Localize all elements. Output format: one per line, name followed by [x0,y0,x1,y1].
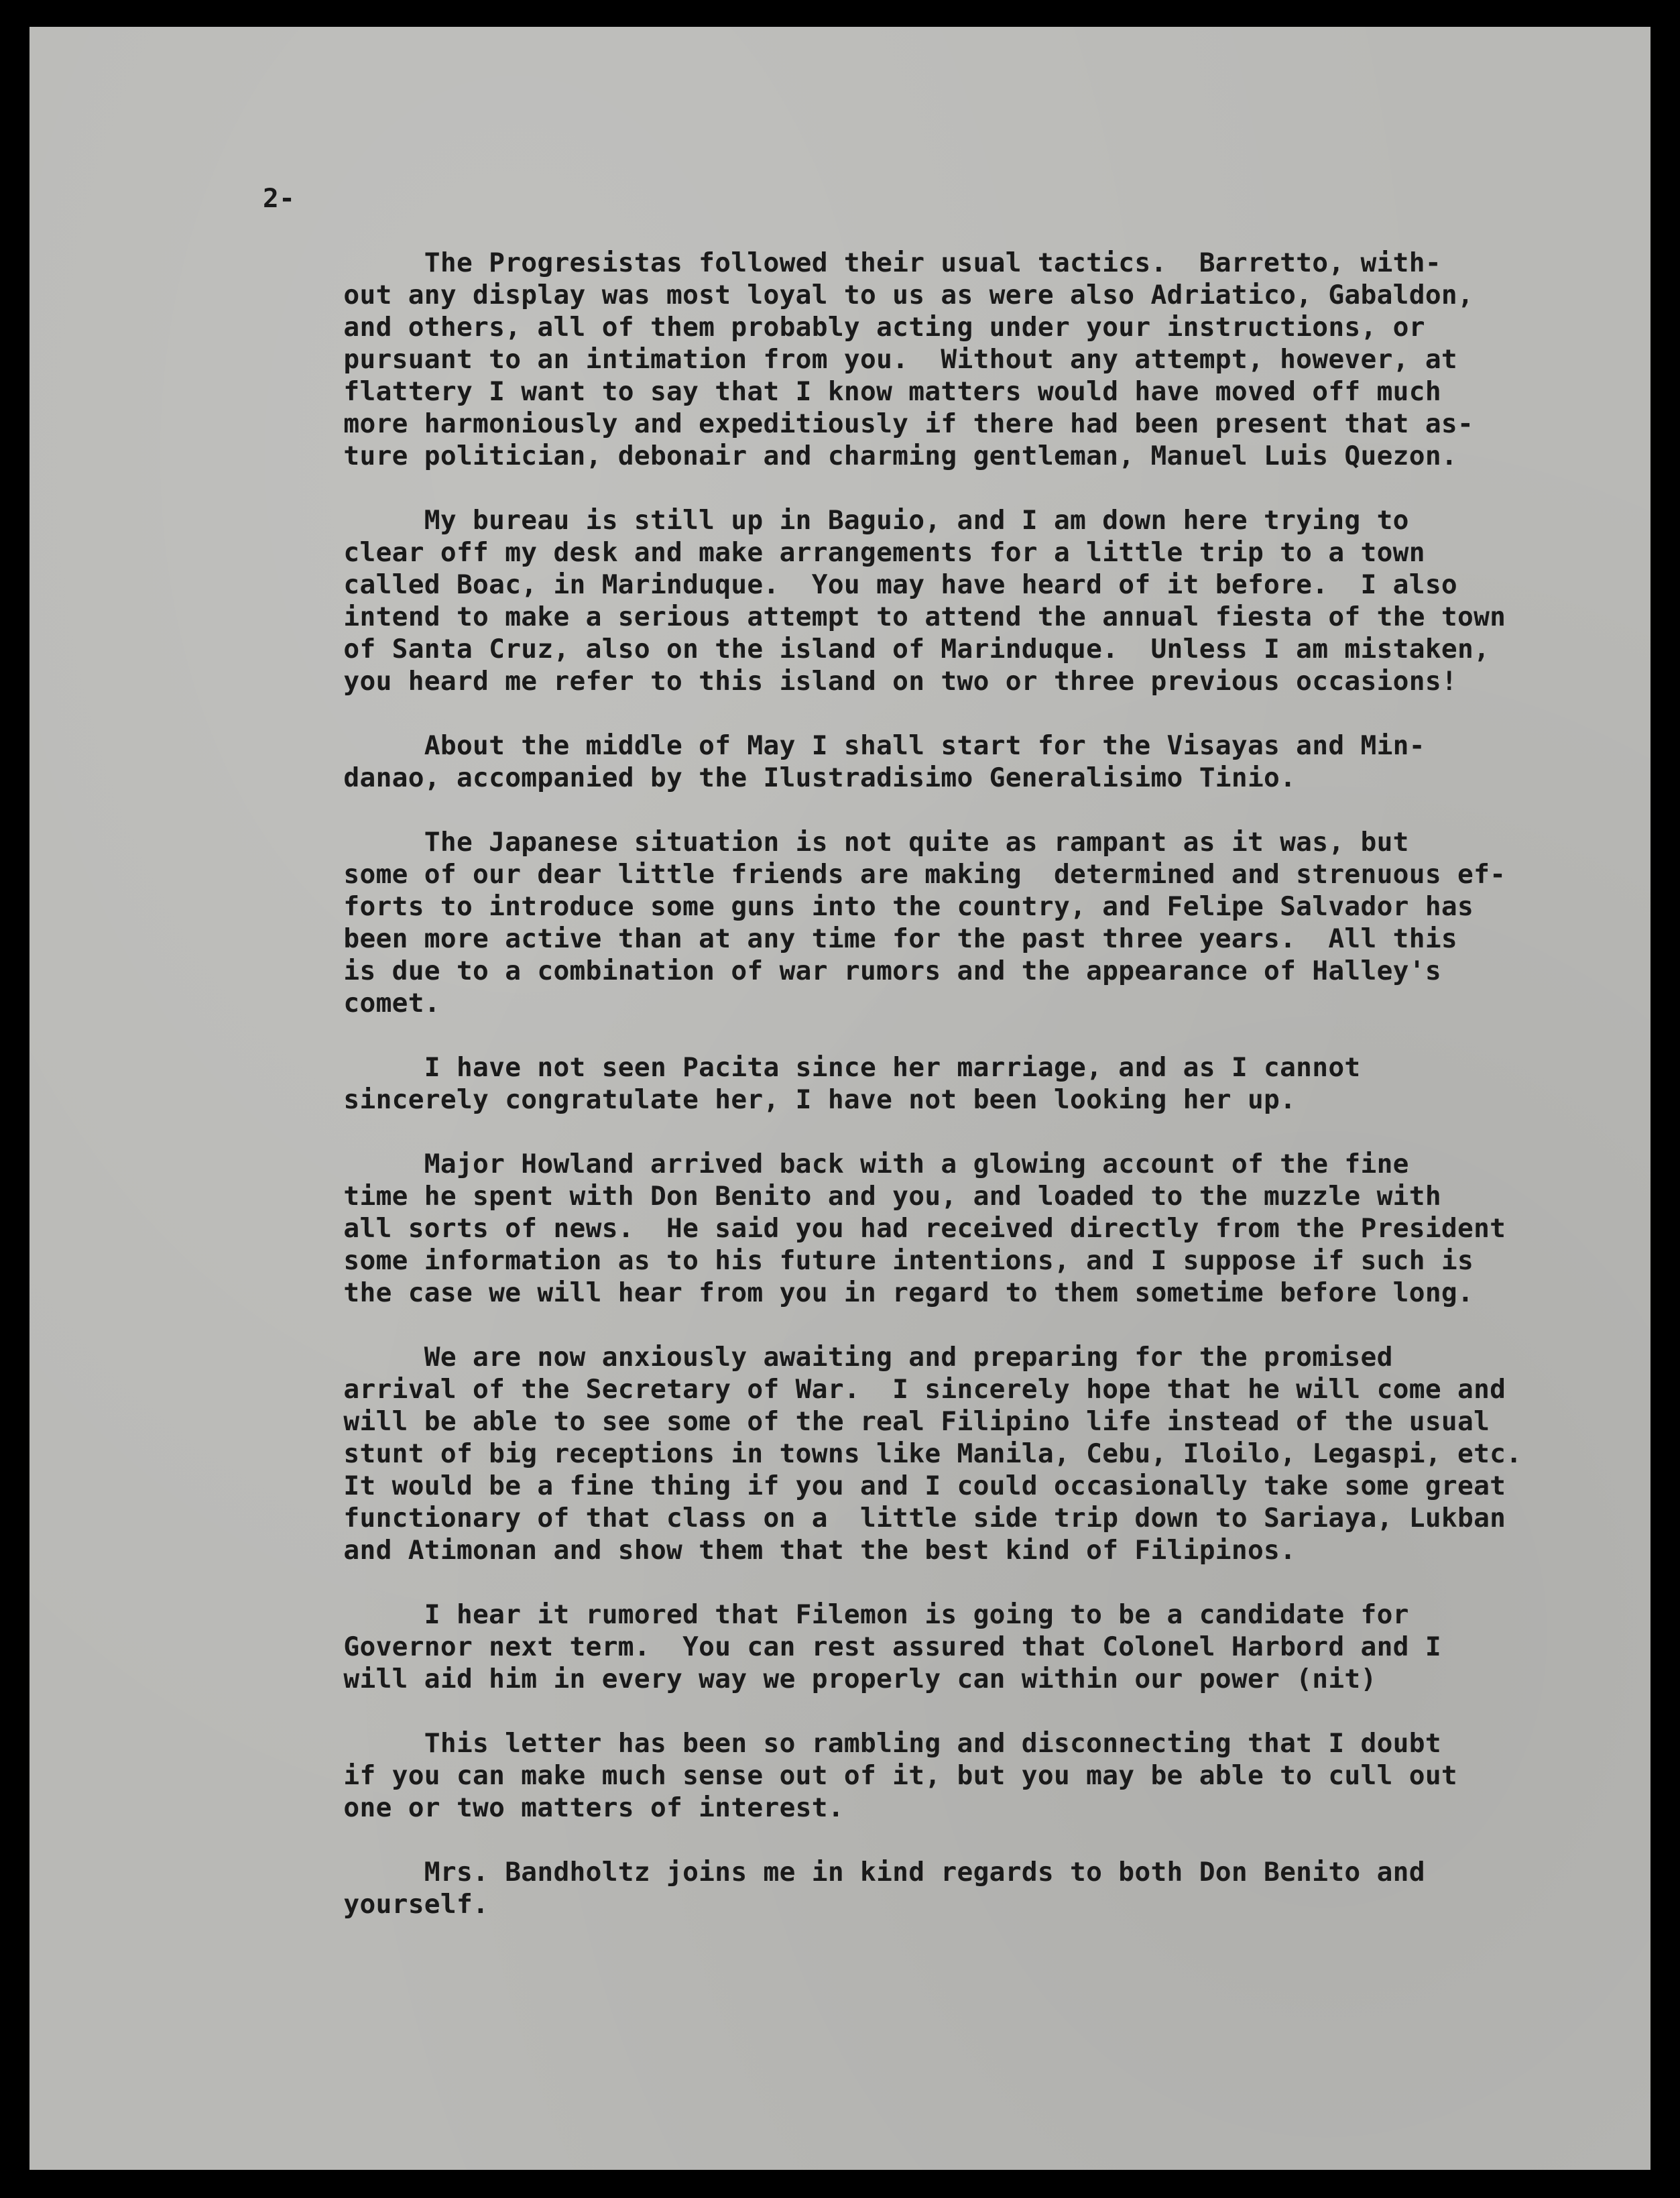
text-line: will aid him in every way we properly can within our power (nit) [263,1664,1377,1694]
text-line: and Atimonan and show them that the best kind of Filipinos. [263,1535,1297,1566]
text-line: if you can make much sense out of it, but you may be able to cull out [263,1760,1457,1791]
paragraph [263,730,1537,794]
text-line: and others, all of them probably acting under your instructions, or [263,312,1425,343]
page-number: 2- [263,183,296,214]
text-line: arrival of the Secretary of War. I sincerely hope that he will come and [263,1374,1506,1405]
text-line: Mrs. Bandholtz joins me in kind regards to both Don Benito and [263,1857,1425,1888]
paragraph-list [263,247,1537,1920]
paragraph [263,1727,1537,1824]
text-line: forts to introduce some guns into the country, and Felipe Salvador has [263,891,1474,922]
paragraph [263,1341,1537,1566]
text-line: The Progresistas followed their usual tactics. Barretto, with- [263,247,1441,278]
text-line: functionary of that class on a little side trip down to Sariaya, Lukban [263,1503,1506,1534]
letter-body [263,182,1537,1953]
text-line: The Japanese situation is not quite as rampant as it was, but [263,827,1409,858]
text-line: yourself. [263,1889,489,1920]
text-line: My bureau is still up in Baguio, and I am down here trying to [263,505,1409,536]
text-line: of Santa Cruz, also on the island of Marinduque. Unless I am mistaken, [263,634,1490,664]
paragraph [263,247,1537,472]
text-line: Governor next term. You can rest assured that Colonel Harbord and I [263,1631,1441,1662]
text-line: pursuant to an intimation from you. Without any attempt, however, at [263,344,1457,375]
text-line: more harmoniously and expeditiously if there had been present that as- [263,408,1474,439]
text-line: This letter has been so rambling and disconnecting that I doubt [263,1728,1441,1759]
text-line: all sorts of news. He said you had received directly from the President [263,1213,1506,1244]
text-line: About the middle of May I shall start for the Visayas and Min- [263,730,1425,761]
text-line: comet. [263,988,440,1019]
text-line: clear off my desk and make arrangements for a little trip to a town [263,537,1425,568]
paragraph [263,1599,1537,1695]
text-line: Major Howland arrived back with a glowing account of the fine [263,1149,1409,1179]
text-line: you heard me refer to this island on two or three previous occasions! [263,666,1457,697]
paragraph [263,826,1537,1019]
letter-page [29,27,1651,2170]
paragraph [263,504,1537,697]
text-line: It would be a fine thing if you and I could occasionally take some great [263,1470,1506,1501]
text-line: intend to make a serious attempt to attend the annual fiesta of the town [263,601,1506,632]
text-line: ture politician, debonair and charming gentleman, Manuel Luis Quezon. [263,441,1457,471]
text-line: the case we will hear from you in regard to them sometime before long. [263,1277,1474,1308]
text-line: out any display was most loyal to us as were also Adriatico, Gabaldon, [263,280,1474,310]
text-line: some of our dear little friends are making determined and strenuous ef- [263,859,1506,890]
text-line: is due to a combination of war rumors and the appearance of Halley's [263,956,1441,986]
text-line: flattery I want to say that I know matters would have moved off much [263,376,1441,407]
text-line: I hear it rumored that Filemon is going to be a candidate for [263,1599,1409,1630]
text-line: I have not seen Pacita since her marriage, and as I cannot [263,1052,1361,1083]
text-line: danao, accompanied by the Ilustradisimo Generalisimo Tinio. [263,762,1297,793]
text-line: stunt of big receptions in towns like Manila, Cebu, Iloilo, Legaspi, etc. [263,1438,1522,1469]
paragraph [263,1856,1537,1920]
text-line: some information as to his future intentions, and I suppose if such is [263,1245,1474,1276]
paragraph [263,1148,1537,1309]
paragraph [263,1051,1537,1116]
text-line: sincerely congratulate her, I have not been looking her up. [263,1084,1297,1115]
text-line: one or two matters of interest. [263,1792,844,1823]
text-line: We are now anxiously awaiting and preparing for the promised [263,1342,1393,1373]
text-line: time he spent with Don Benito and you, and loaded to the muzzle with [263,1181,1441,1212]
text-line: will be able to see some of the real Filipino life instead of the usual [263,1406,1490,1437]
text-line: called Boac, in Marinduque. You may have heard of it before. I also [263,569,1457,600]
text-line: been more active than at any time for the past three years. All this [263,923,1457,954]
